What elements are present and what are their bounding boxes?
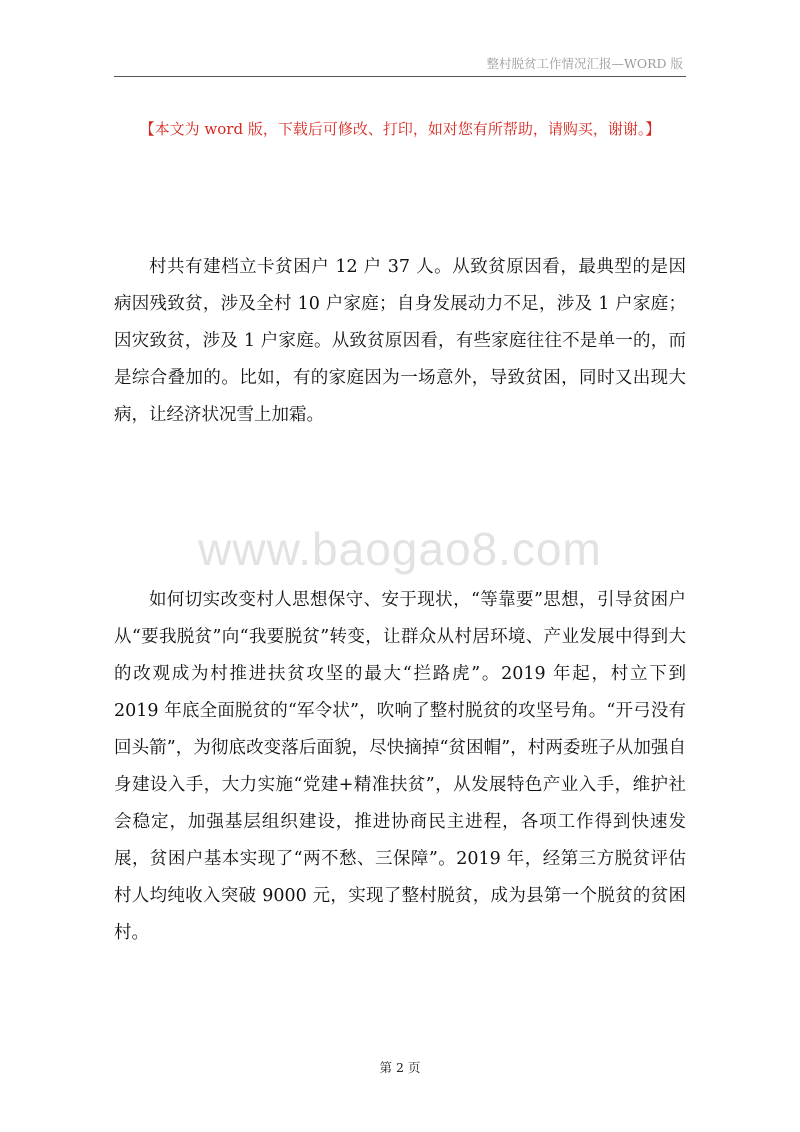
site-watermark: www.baogao8.com — [198, 523, 602, 575]
page-number: 第 2 页 — [379, 1060, 421, 1075]
purchase-notice: 【本文为 word 版，下载后可修改、打印，如对您有所帮助，请购买，谢谢。】 — [139, 120, 661, 138]
body-paragraph-1: 村共有建档立卡贫困户 12 户 37 人。从致贫原因看，最典型的是因病因残致贫，涉及全村 10 户家庭；自身发展动力不足，涉及 1 户家庭；因灾致贫，涉及 1 户家庭。从致贫原因看，有些家庭往往不是单一的，而是综合叠加的。比如，有的家庭因为一场意外，导致贫困，同时又出现大病，让经济状况雪上加霜。 — [114, 257, 686, 425]
header-divider — [114, 76, 686, 77]
running-header: 整村脱贫工作情况汇报—WORD 版 — [486, 56, 683, 71]
body-paragraph-2: 如何切实改变村人思想保守、安于现状，“等靠要”思想，引导贫困户从“要我脱贫”向“我要脱贫”转变，让群众从村居环境、产业发展中得到大的改观成为村推进扶贫攻坚的最大“拦路虎”。2019 年起，村立下到 2019 年底全面脱贫的“军令状”，吹响了整村脱贫的攻坚号角。“开弓没有回头箭”，为彻底改变落后面貌，尽快摘掉“贫困帽”，村两委班子从加强自身建设入手，大力实施“党建+精准扶贫”，从发展特色产业入手，维护社会稳定，加强基层组织建设，推进协商民主进程，各项工作得到快速发展，贫困户基本实现了“两不愁、三保障”。2019 年，经第三方脱贫评估村人均纯收入突破 9000 元，实现了整村脱贫，成为县第一个脱贫的贫困村。 — [114, 590, 686, 943]
